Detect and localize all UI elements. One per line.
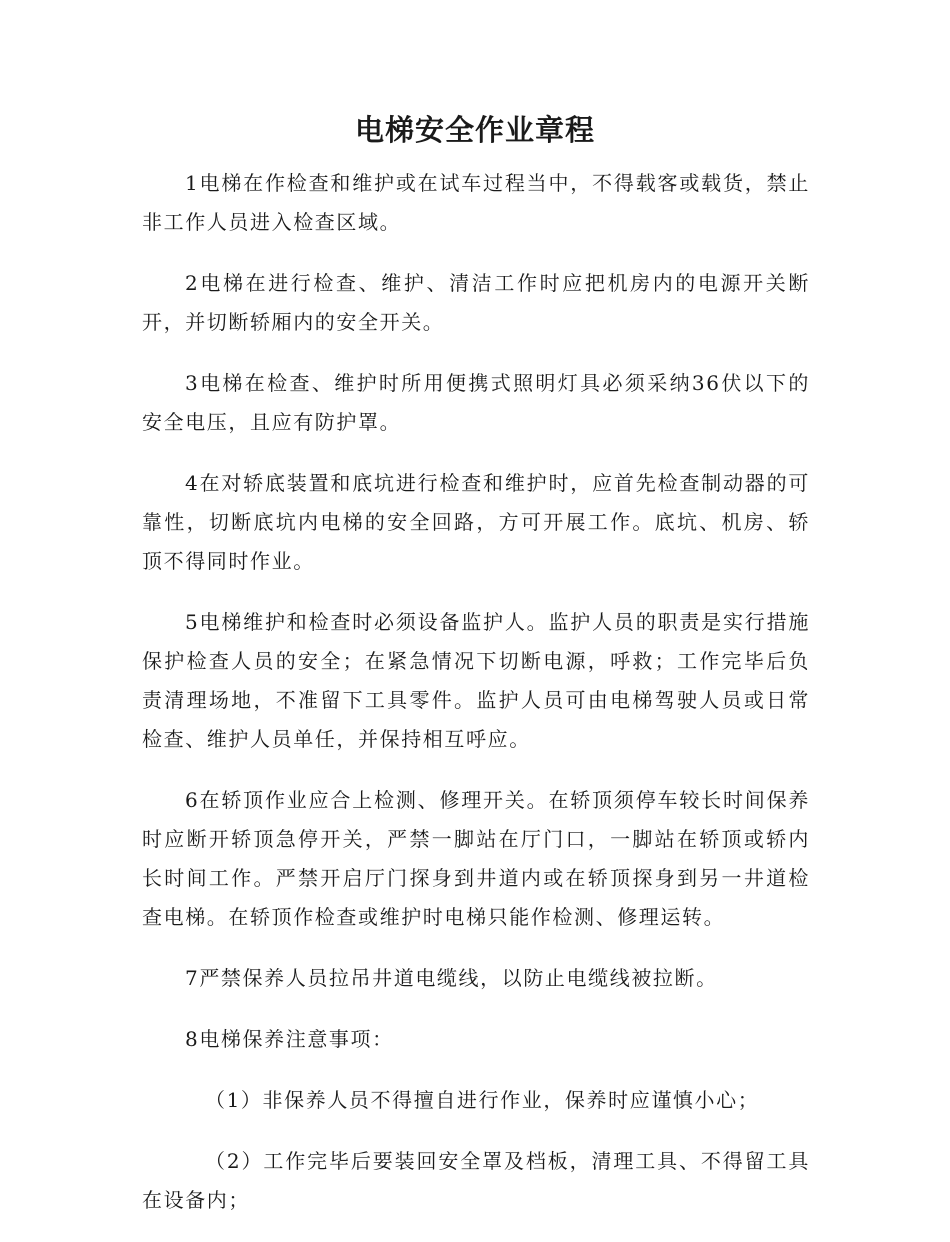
- paragraph-5: 5电梯维护和检查时必须设备监护人。监护人员的职责是实行措施保护检查人员的安全；在紧急情况下切断电源，呼救；工作完毕后负责清理场地，不准留下工具零件。监护人员可由电梯驾驶人员或日常检查、维护人员单任，并保持相互呼应。: [142, 610, 810, 751]
- paragraph-4: 4在对轿底装置和底坑进行检查和维护时，应首先检查制动器的可靠性，切断底坑内电梯的安全回路，方可开展工作。底坑、机房、轿顶不得同时作业。: [142, 471, 810, 573]
- paragraph-2: 2电梯在进行检查、维护、清洁工作时应把机房内的电源开关断开，并切断轿厢内的安全开关。: [142, 271, 810, 334]
- paragraph-8-item-1: （1）非保养人员不得擅自进行作业，保养时应谨慎小心；: [205, 1088, 760, 1112]
- paragraph-1: 1电梯在作检查和维护或在试车过程当中，不得载客或载货，禁止非工作人员进入检查区域。: [142, 171, 810, 234]
- document-body: [142, 164, 810, 1242]
- paragraph-8-item-2: （2）工作完毕后要装回安全罩及档板，清理工具、不得留工具在设备内；: [142, 1149, 810, 1212]
- paragraph-8: 8电梯保养注意事项：: [185, 1027, 394, 1051]
- paragraph-6: 6在轿顶作业应合上检测、修理开关。在轿顶须停车较长时间保养时应断开轿顶急停开关，严禁一脚站在厅门口，一脚站在轿顶或轿内长时间工作。严禁开启厅门探身到井道内或在轿顶探身到另一井道检查电梯。在轿顶作检查或维护时电梯只能作检测、修理运转。: [142, 788, 810, 929]
- document-title: 电梯安全作业章程: [354, 113, 595, 147]
- paragraph-3: 3电梯在检查、维护时所用便携式照明灯具必须采纳36伏以下的安全电压，且应有防护罩。: [142, 371, 810, 434]
- paragraph-7: 7严禁保养人员拉吊井道电缆线，以防止电缆线被拉断。: [185, 966, 718, 990]
